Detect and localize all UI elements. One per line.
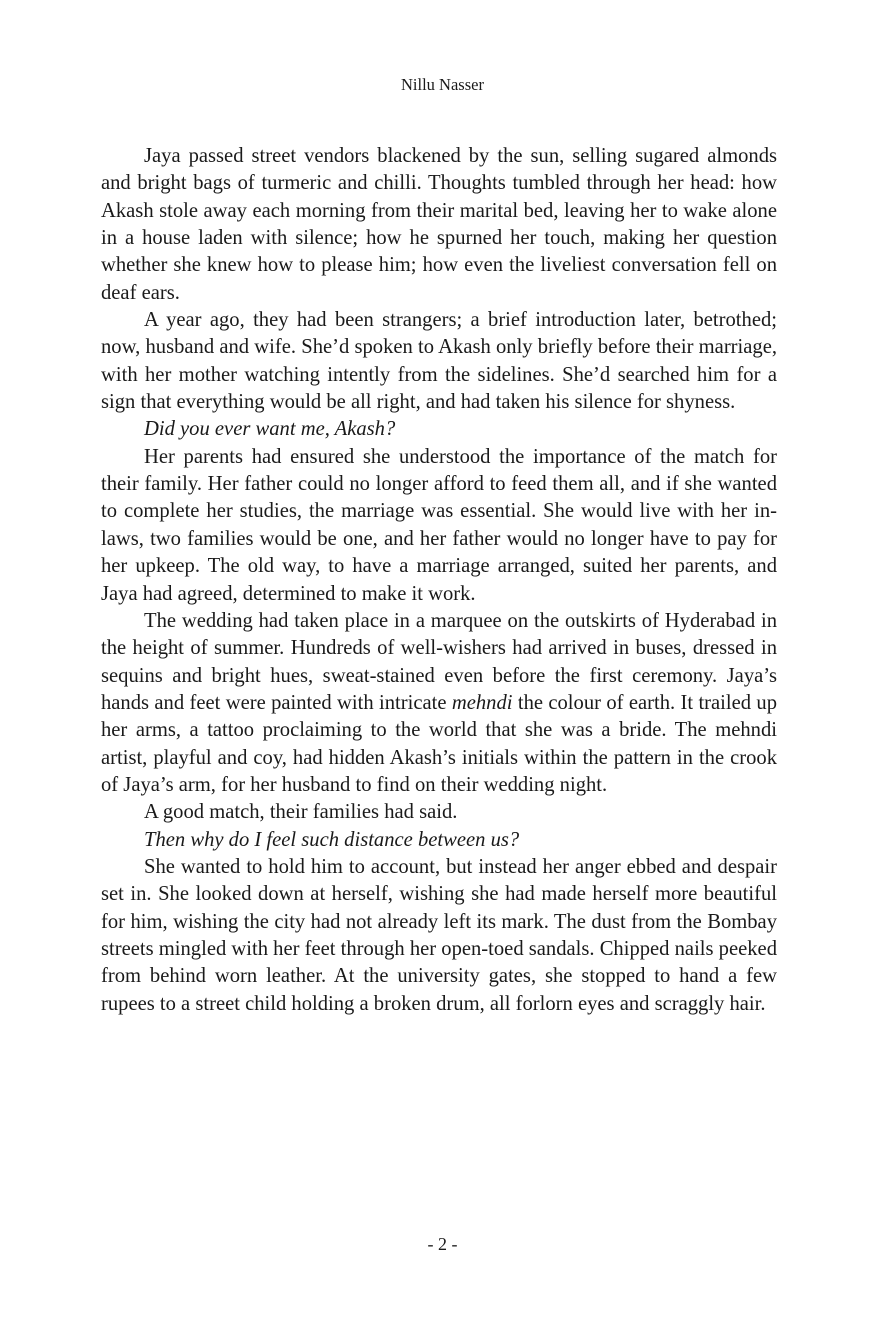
- running-head-author: Nillu Nasser: [401, 75, 484, 94]
- page-number: - 2 -: [427, 1234, 458, 1254]
- paragraph-inner-thought-distance: Then why do I feel such distance between us?: [144, 828, 520, 851]
- paragraph-wedding: [101, 608, 777, 799]
- paragraph-account: She wanted to hold him to account, but instead her anger ebbed and despair set in. She looked down at herself, wishing she had made herself more beautiful for him, wishing the city had not already left its mark. The dust from the Bombay streets mingled with her feet through her open-toed sandals. Chipped nails peeked from behind worn leather. At the university gates, she stopped to hand a few rupees to a street child holding a broken drum, all forlorn eyes and scraggly hair.: [101, 855, 777, 1015]
- paragraph-parents: Her parents had ensured she understood the importance of the match for their family. Her father could no longer afford to feed them all, and if she wanted to complete her studies, the marriage was essential. She would live with her in-laws, two families would be one, and her father would no longer have to pay for her upkeep. The old way, to have a marriage arranged, suited her parents, and Jaya had agreed, determined to make it work.: [101, 445, 777, 605]
- paragraph-strangers: A year ago, they had been strangers; a brief introduction later, betrothed; now, husband and wife. She’d spoken to Akash only briefly before their marriage, with her mother watching intently from the sidelines. She’d searched him for a sign that everything would be all right, and had taken his silence for shyness.: [101, 309, 777, 414]
- paragraph-vendors: Jaya passed street vendors blackened by the sun, selling sugared almonds and bright bags of turmeric and chilli. Thoughts tumbled through her head: how Akash stole away each morning from their marital bed, leaving her to wake alone in a house laden with silence; how he spurned her touch, making her question whether she knew how to please him; how even the liveliest conversation fell on deaf ears.: [101, 145, 777, 304]
- body-text: [101, 143, 777, 1018]
- wedding-text-before: The wedding had taken place in a marquee on the outskirts of Hyderabad in the height of summer. Hundreds of well-wishers had arrived in buses, dressed in sequins and bright hues, sweat-stained even before the first ceremony. Jaya’s hands and feet were painted with intricate: [101, 609, 777, 714]
- wedding-text-emphasis: mehndi: [451, 691, 513, 714]
- paragraph-good-match: A good match, their families had said.: [144, 801, 458, 824]
- paragraph-inner-thought-want: Did you ever want me, Akash?: [144, 418, 396, 441]
- wedding-text-after: the colour of earth. It trailed up her arms, a tattoo proclaiming to the world that she was a bride. The mehndi artist, playful and coy, had hidden Akash’s initials within the pattern in the crook of Jaya’s arm, for her husband to find on their wedding night.: [101, 691, 777, 796]
